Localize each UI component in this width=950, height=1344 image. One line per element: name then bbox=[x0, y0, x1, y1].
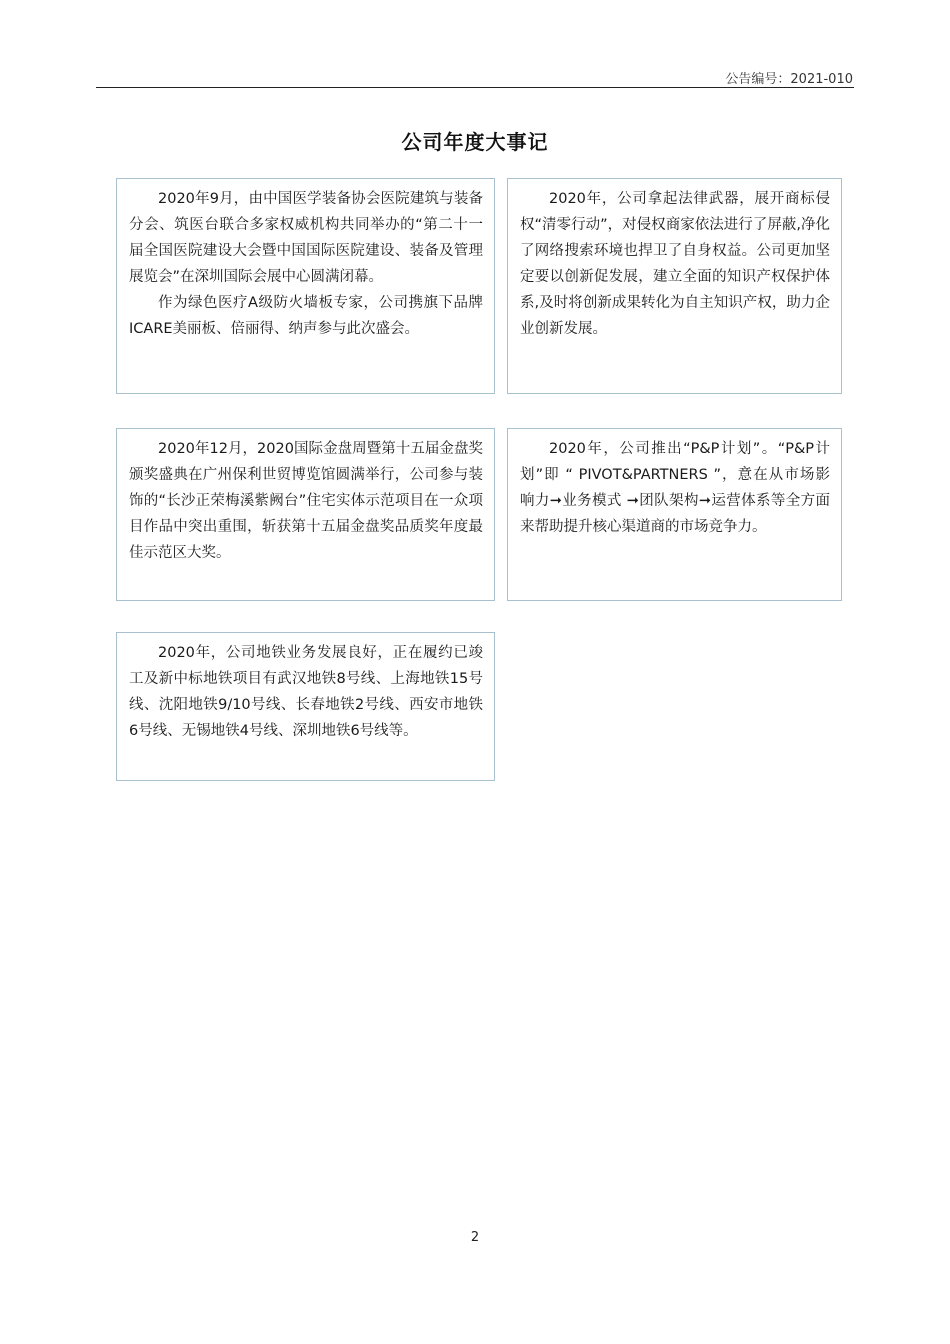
event-box-pp-plan bbox=[507, 428, 842, 601]
announcement-number: 公告编号：2021-010 bbox=[725, 72, 853, 87]
event-paragraph: 2020年，公司拿起法律武器，展开商标侵权“清零行动”，对侵权商家依法进行了屏蔽,净化了网络搜索环境也捍卫了自身权益。公司更加坚定要以创新促发展，建立全面的知识产权保护体系,及时将创新成果转化为自主知识产权，助力企业创新发展。 bbox=[520, 191, 830, 337]
event-paragraph: 2020年9月，由中国医学装备协会医院建筑与装备分会、筑医台联合多家权威机构共同举办的“第二十一届全国医院建设大会暨中国国际医院建设、装备及管理展览会”在深圳国际会展中心圆满闭幕。 bbox=[129, 191, 483, 285]
event-paragraph: 2020年12月，2020国际金盘周暨第十五届金盘奖颁奖盛典在广州保利世贸博览馆圆满举行，公司参与装饰的“长沙正荣梅溪紫阙台”住宅实体示范项目在一众项目作品中突出重围，斩获第十五届金盘奖品质奖年度最佳示范区大奖。 bbox=[129, 441, 483, 561]
event-box-award bbox=[116, 428, 495, 601]
event-paragraph: 作为绿色医疗A级防火墙板专家，公司携旗下品牌ICARE美丽板、倍丽得、纳声参与此次盛会。 bbox=[129, 295, 483, 337]
event-box-trademark bbox=[507, 178, 842, 394]
event-paragraph: 2020年，公司推出“P&P计划”。“P&P计划”即 “ PIVOT&PARTNERS ”，意在从市场影响力➞业务模式 ➞团队架构➞运营体系等全方面来帮助提升核心渠道商的市场竞争力。 bbox=[520, 441, 830, 535]
event-box-exhibition bbox=[116, 178, 495, 394]
header-divider bbox=[96, 87, 854, 88]
event-paragraph: 2020年，公司地铁业务发展良好，正在履约已竣工及新中标地铁项目有武汉地铁8号线、上海地铁15号线、沈阳地铁9/10号线、长春地铁2号线、西安市地铁6号线、无锡地铁4号线、深圳地铁6号线等。 bbox=[129, 645, 483, 739]
event-box-metro bbox=[116, 632, 495, 781]
page-title: 公司年度大事记 bbox=[401, 130, 549, 154]
page-number: 2 bbox=[470, 1230, 480, 1245]
